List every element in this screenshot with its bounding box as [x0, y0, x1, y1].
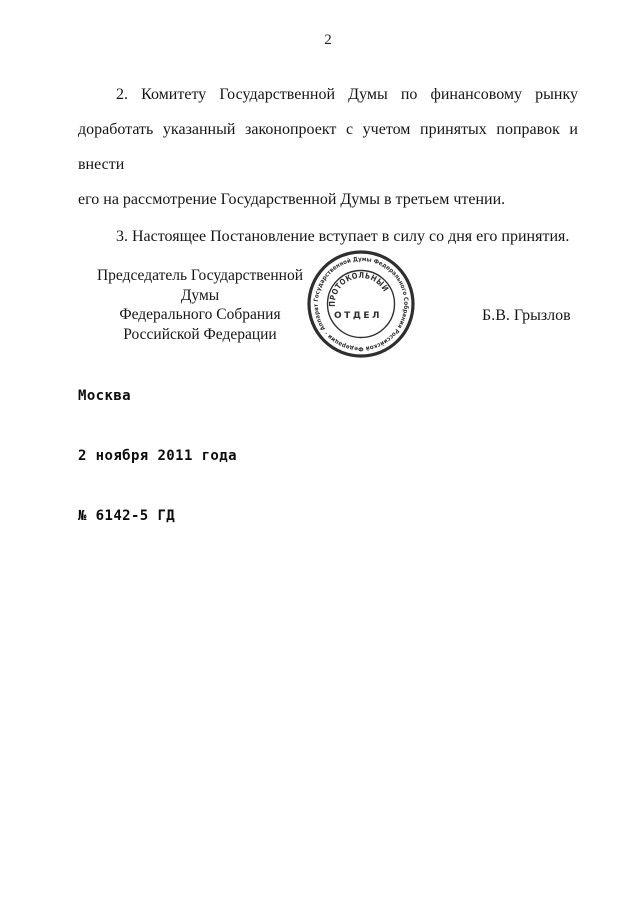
paragraph-2 — [78, 77, 578, 217]
stamp-outer-ring — [309, 252, 413, 356]
document-body — [0, 0, 640, 253]
issue-block — [78, 346, 237, 566]
stamp-center-text: ОТДЕЛ — [334, 311, 382, 321]
stamp-inner-ring — [328, 271, 395, 338]
stamp-ring-text: Аппарат Государственной Думы Федерального Собрания Российской Федерации · — [312, 255, 410, 353]
paragraph-2-line-2: доработать указанный законопроект с учетом принятых поправок и внести — [78, 121, 578, 173]
paragraph-2-line-1: 2. Комитету Государственной Думы по финансовому рынку — [116, 86, 578, 103]
page-number: 2 — [324, 32, 332, 48]
issue-number: № 6142-5 ГД — [78, 508, 176, 524]
signature-name: Б.В. Грызлов — [482, 307, 571, 324]
signature-title-line-1: Председатель Государственной Думы — [96, 267, 304, 304]
paragraph-2-line-3: его на рассмотрение Государственной Думы в третьем чтении. — [78, 191, 506, 208]
issue-city: Москва — [78, 388, 131, 404]
signature-title-block — [77, 266, 323, 344]
signature-title-line-2: Федерального Собрания — [119, 306, 281, 323]
protocol-department-stamp — [294, 237, 428, 371]
stamp-arc-text: ПРОТОКОЛЬНЫЙ — [327, 270, 391, 307]
issue-date: 2 ноября 2011 года — [78, 448, 237, 464]
paragraph-3: 3. Настоящее Постановление вступает в силу со дня его принятия. — [116, 228, 570, 245]
signature-title-line-3: Российской Федерации — [123, 325, 277, 343]
